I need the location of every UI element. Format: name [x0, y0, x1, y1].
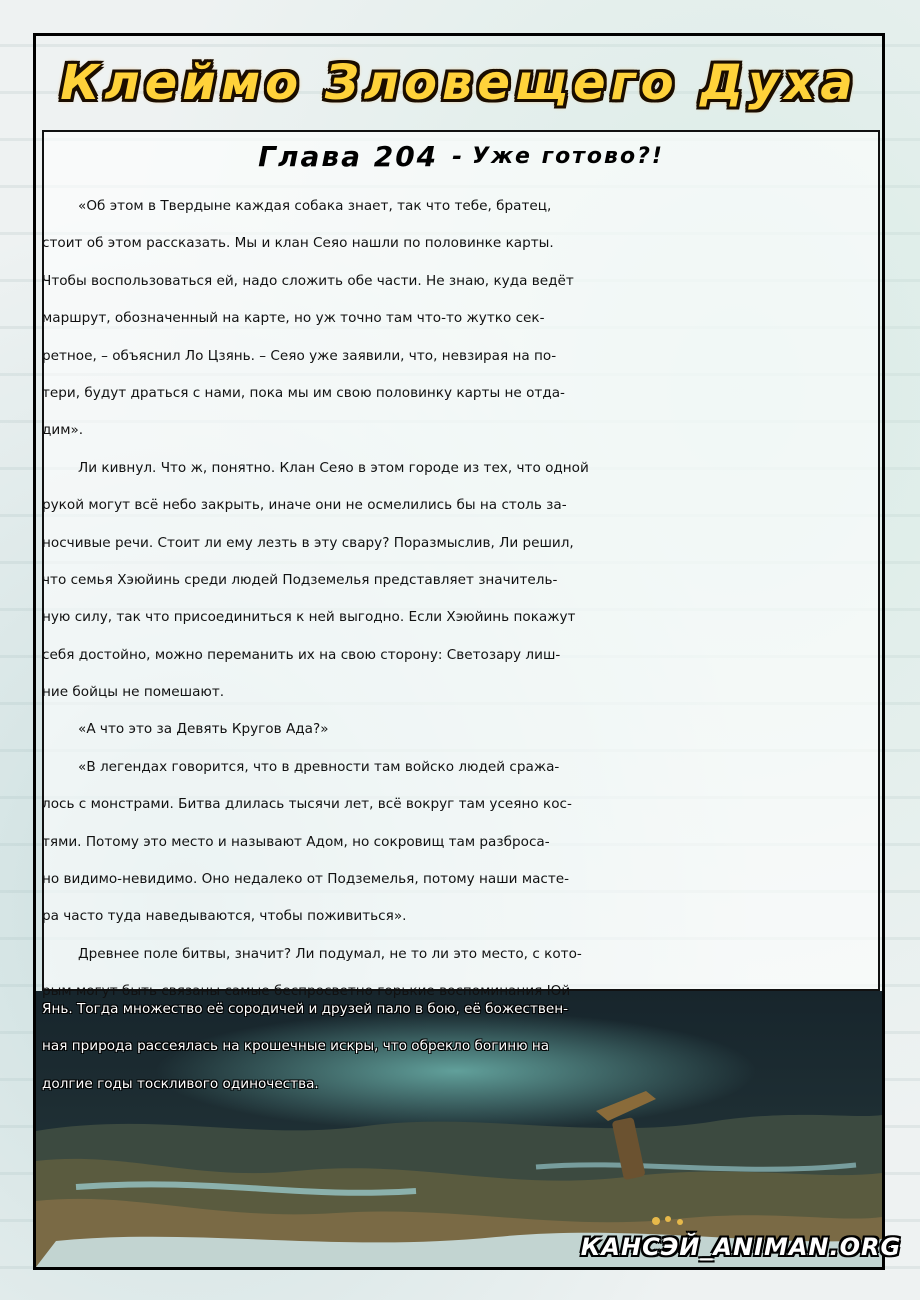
scanlation-watermark: КАНСЭЙ_ANIMAN.ORG	[580, 1233, 902, 1261]
text-line: ретное, – объяснил Ло Цзянь. – Сеяо уже заявили, что, невзирая на по-	[42, 347, 557, 364]
text-line: «В легендах говорится, что в древности там войско людей сража-	[78, 758, 560, 775]
text-line: себя достойно, можно переманить их на свою сторону: Светозару лиш-	[42, 646, 561, 663]
chapter-number: Глава 204	[258, 139, 439, 173]
chapter-name: Уже готово?!	[472, 143, 664, 169]
text-line: Древнее поле битвы, значит? Ли подумал, не то ли это место, с кото-	[78, 945, 582, 962]
text-line: но видимо-невидимо. Оно недалеко от Подземелья, потому наши масте-	[42, 871, 570, 888]
text-line: тери, будут драться с нами, пока мы им свою половинку карты не отда-	[42, 384, 565, 401]
text-line: долгие годы тоскливого одиночества.	[42, 1075, 319, 1092]
chapter-separator: -	[452, 142, 463, 170]
novel-title: Клеймо Зловещего Духа	[60, 55, 858, 111]
text-line: носчивые речи. Стоит ли ему лезть в эту свару? Поразмыслив, Ли решил,	[42, 534, 574, 551]
text-line: Чтобы воспользоваться ей, надо сложить обе части. Не знаю, куда ведёт	[42, 272, 574, 289]
text-line: тями. Потому это место и называют Адом, но сокровищ там разброса-	[42, 833, 550, 850]
text-line: дим».	[42, 422, 84, 439]
chapter-heading	[42, 134, 880, 178]
text-line: «А что это за Девять Кругов Ада?»	[78, 721, 329, 738]
text-line: рым могут быть связаны самые беспросветно горькие воспоминания Юй	[42, 983, 571, 1000]
title-banner	[36, 36, 882, 130]
text-line: что семья Хэюйинь среди людей Подземелья представляет значитель-	[42, 571, 558, 588]
text-line: лось с монстрами. Битва длилась тысячи лет, всё вокруг там усеяно кос-	[42, 796, 572, 813]
text-line: Ли кивнул. Что ж, понятно. Клан Сеяо в этом городе из тех, что одной	[78, 459, 589, 476]
chapter-text	[42, 188, 880, 1011]
text-line: маршрут, обозначенный на карте, но уж точно там что-то жутко сек-	[42, 310, 545, 327]
text-line: Янь. Тогда множество её сородичей и друзей пало в бою, её божествен-	[42, 1001, 569, 1017]
text-line: ние бойцы не помешают.	[42, 684, 225, 701]
chapter-text-continued	[42, 991, 880, 1103]
text-line: рукой могут всё небо закрыть, иначе они не осмелились бы на столь за-	[42, 497, 567, 514]
text-line: стоит об этом рассказать. Мы и клан Сеяо нашли по половинке карты.	[42, 235, 554, 252]
text-line: ра часто туда наведываются, чтобы поживиться».	[42, 908, 407, 925]
text-line: ную силу, так что присоединиться к ней выгодно. Если Хэюйинь покажут	[42, 609, 576, 626]
text-line: ная природа рассеялась на крошечные искры, что обрекло богиню на	[42, 1038, 550, 1055]
text-line: «Об этом в Твердыне каждая собака знает, так что тебе, братец,	[78, 198, 552, 214]
